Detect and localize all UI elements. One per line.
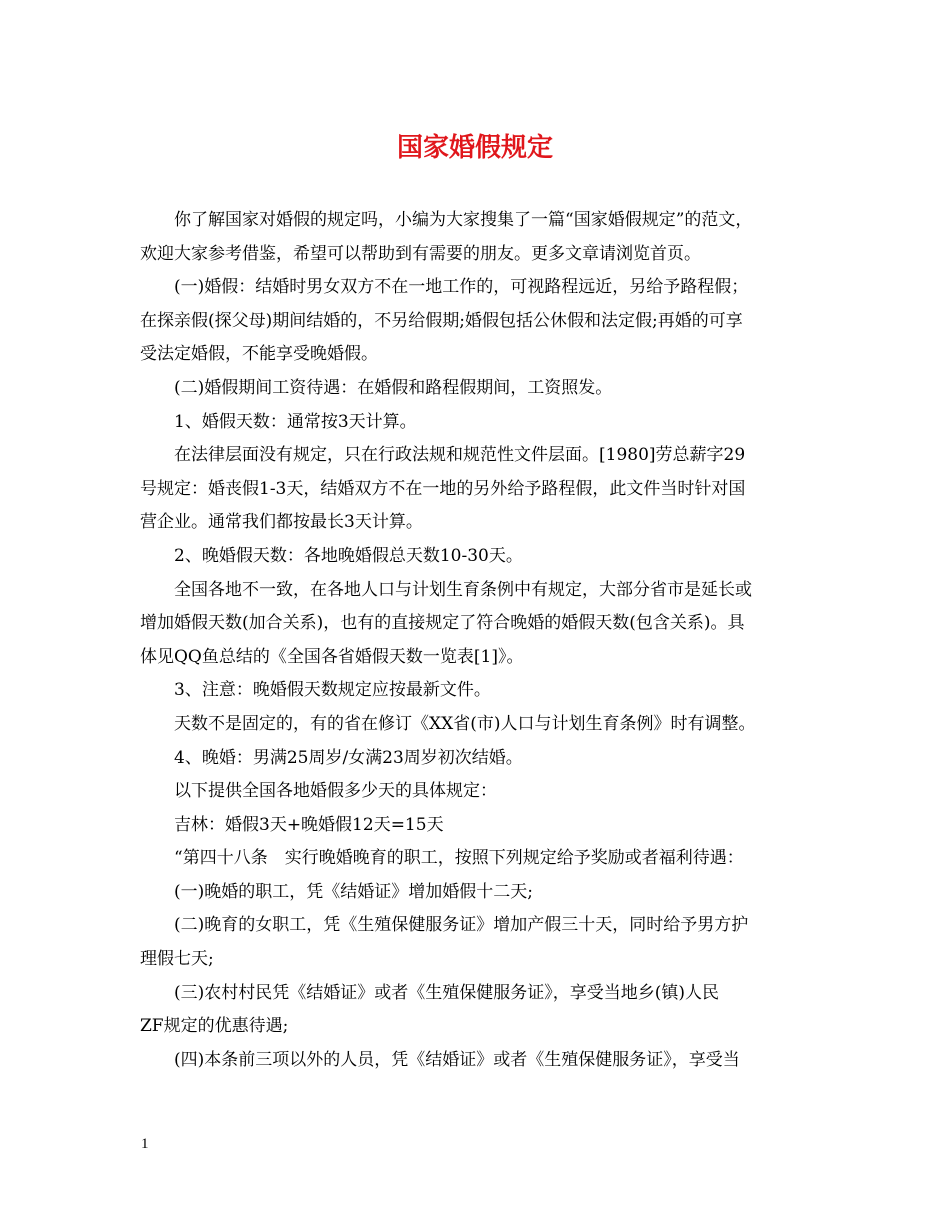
paragraph <box>140 439 810 540</box>
paragraph-line: ZF规定的优惠待遇; <box>140 1016 289 1037</box>
paragraph-line: (二)晚育的女职工，凭《生殖保健服务证》增加产假三十天，同时给予男方护 <box>174 915 749 936</box>
paragraph <box>140 540 810 574</box>
paragraph-line: 受法定婚假，不能享受晚婚假。 <box>140 344 378 365</box>
paragraph-line: (二)婚假期间工资待遇：在婚假和路程假期间，工资照发。 <box>174 377 613 398</box>
paragraph-line: 在法律层面没有规定，只在行政法规和规范性文件层面。[1980]劳总薪字29 <box>174 445 746 466</box>
paragraph <box>140 204 810 271</box>
paragraph <box>140 574 810 675</box>
paragraph-line: 1、婚假天数：通常按3天计算。 <box>174 411 417 432</box>
paragraph-line: 体见QQ鱼总结的《全国各省婚假天数一览表[1]》。 <box>140 646 524 667</box>
paragraph <box>140 809 810 843</box>
paragraph-line: 吉林：婚假3天+晚婚假12天=15天 <box>174 814 444 835</box>
paragraph-line: 以下提供全国各地婚假多少天的具体规定： <box>174 781 497 802</box>
paragraph-line: (三)农村村民凭《结婚证》或者《生殖保健服务证》，享受当地乡(镇)人民 <box>174 982 720 1003</box>
paragraph <box>140 909 810 976</box>
document-body <box>140 204 810 1077</box>
paragraph-line: 在探亲假(探父母)期间结婚的，不另给假期;婚假包括公休假和法定假;再婚的可享 <box>140 310 743 331</box>
paragraph <box>140 708 810 742</box>
paragraph-line: 你了解国家对婚假的规定吗，小编为大家搜集了一篇“国家婚假规定”的范文， <box>174 210 753 230</box>
paragraph <box>140 842 810 876</box>
paragraph <box>140 775 810 809</box>
paragraph <box>140 674 810 708</box>
paragraph-line: 欢迎大家参考借鉴，希望可以帮助到有需要的朋友。更多文章请浏览首页。 <box>140 243 701 264</box>
document-title: 国家婚假规定 <box>396 133 553 163</box>
paragraph-line: 理假七天; <box>140 949 214 970</box>
paragraph-line: 2、晚婚假天数：各地晚婚假总天数10-30天。 <box>174 545 523 566</box>
paragraph-line: (四)本条前三项以外的人员，凭《结婚证》或者《生殖保健服务证》，享受当 <box>174 1049 740 1070</box>
paragraph <box>140 406 810 440</box>
paragraph-line: 营企业。通常我们都按最长3天计算。 <box>140 512 423 533</box>
paragraph-line: 增加婚假天数(加合关系)，也有的直接规定了符合晚婚的婚假天数(包含关系)。具 <box>140 613 745 634</box>
paragraph-line: (一)晚婚的职工，凭《结婚证》增加婚假十二天; <box>174 881 533 902</box>
paragraph <box>140 372 810 406</box>
paragraph <box>140 977 810 1044</box>
paragraph-line: (一)婚假：结婚时男女双方不在一地工作的，可视路程远近，另给予路程假； <box>174 277 749 298</box>
paragraph-line: “第四十八条 实行晚婚晚育的职工，按照下列规定给予奖励或者福利待遇： <box>174 848 744 869</box>
paragraph-line: 号规定：婚丧假1-3天，结婚双方不在一地的另外给予路程假，此文件当时针对国 <box>140 478 746 499</box>
paragraph <box>140 271 810 372</box>
paragraph-line: 3、注意：晚婚假天数规定应按最新文件。 <box>174 680 491 701</box>
paragraph-line: 4、晚婚：男满25周岁/女满23周岁初次结婚。 <box>174 747 523 768</box>
page-number: 1 <box>141 1136 149 1152</box>
paragraph <box>140 876 810 910</box>
paragraph-line: 全国各地不一致，在各地人口与计划生育条例中有规定，大部分省市是延长或 <box>174 579 752 600</box>
paragraph <box>140 742 810 776</box>
paragraph-line: 天数不是固定的，有的省在修订《XX省(市)人口与计划生育条例》时有调整。 <box>174 713 756 734</box>
paragraph <box>140 1044 810 1078</box>
